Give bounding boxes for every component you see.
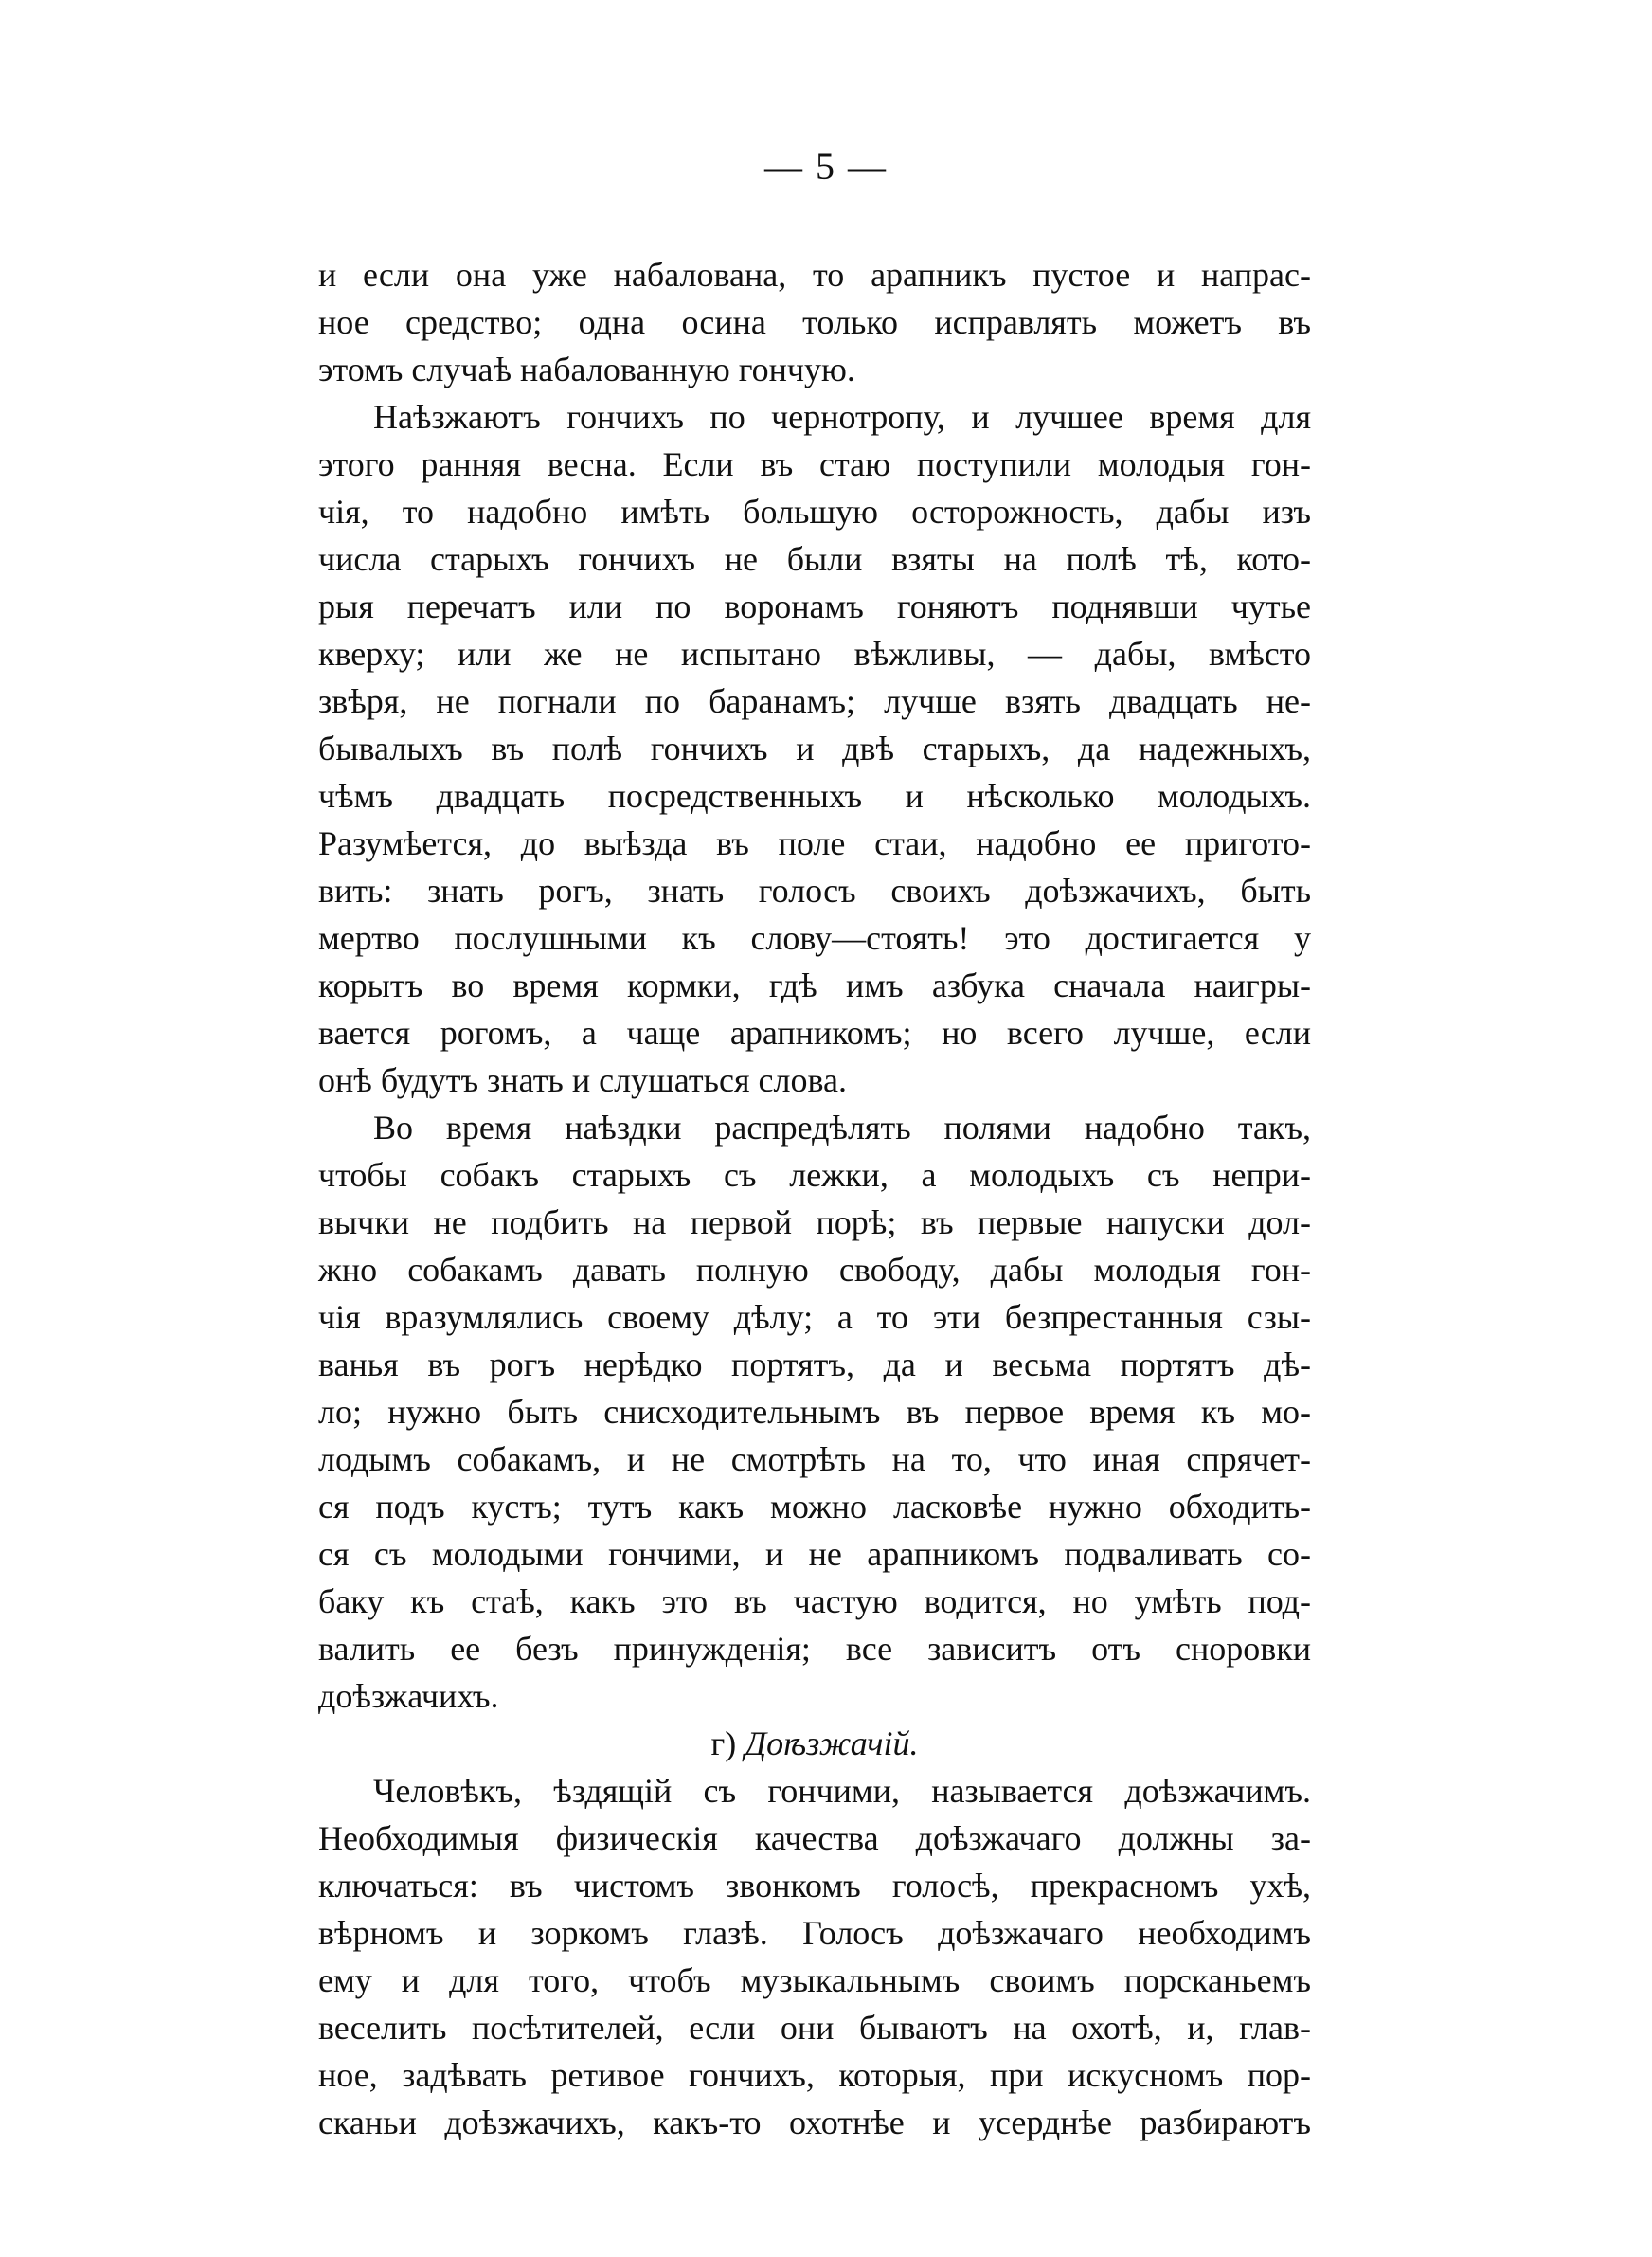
text-line: звѣря, не погнали по баранамъ; лучше взять двадцать не- [318,682,1311,720]
text-line: ное, задѣвать ретивое гончихъ, которыя, при искусномъ пор- [318,2056,1311,2094]
text-line: жно собакамъ давать полную свободу, дабы молодыя гон- [318,1251,1311,1289]
section-heading-label: г) [710,1724,737,1762]
paragraph [318,1767,1311,2146]
paragraph [318,1104,1311,1720]
text-line: ванья въ рогъ нерѣдко портятъ, да и весьма портятъ дѣ- [318,1345,1311,1383]
text-line: корытъ во время кормки, гдѣ имъ азбука сначала наигры- [318,966,1311,1004]
text-line: ся подъ кустъ; тутъ какъ можно ласковѣе нужно обходить- [318,1488,1311,1526]
text-line: ключаться: въ чистомъ звонкомъ голосѣ, прекрасномъ ухѣ, [318,1867,1311,1905]
text-line: и если она уже набалована, то арапникъ пустое и напрас- [318,256,1311,294]
text-line: вить: знать рогъ, знать голосъ своихъ доѣзжачихъ, быть [318,872,1311,910]
text-line: Разумѣется, до выѣзда въ поле стаи, надобно ее пригото- [318,824,1311,862]
text-line: вѣрномъ и зоркомъ глазѣ. Голосъ доѣзжачаго необходимъ [318,1914,1311,1952]
text-line: ся съ молодыми гончими, и не арапникомъ подваливать со- [318,1535,1311,1573]
text-line: ное средство; одна осина только исправлять можетъ въ [318,303,1311,341]
text-line: Необходимыя физическія качества доѣзжачаго должны за- [318,1819,1311,1857]
text-line: веселить посѣтителей, если они бываютъ на охотѣ, и, глав- [318,2009,1311,2047]
text-line: баку къ стаѣ, какъ это въ частую водится, но умѣть под- [318,1582,1311,1620]
page-number: — 5 — [764,145,888,188]
text-line: чѣмъ двадцать посредственныхъ и нѣсколько молодыхъ. [318,777,1311,815]
text-line: вычки не подбить на первой порѣ; въ первые напуски дол- [318,1203,1311,1241]
section-heading-title: Доѣзжачій. [745,1724,919,1762]
text-line: бывалыхъ въ полѣ гончихъ и двѣ старыхъ, да надежныхъ, [318,730,1311,767]
text-line: валить ее безъ принужденія; все зависитъ отъ сноровки [318,1630,1311,1668]
text-line: кверху; или же не испытано вѣжливы, — дабы, вмѣсто [318,635,1311,673]
paragraphs-after-heading [318,1767,1311,2146]
paragraph [318,251,1311,393]
text-line: числа старыхъ гончихъ не были взяты на полѣ тѣ, кото- [318,540,1311,578]
text-line: Человѣкъ, ѣздящій съ гончими, называется доѣзжачимъ. [373,1772,1311,1810]
text-line: чія, то надобно имѣть большую осторожность, дабы изъ [318,493,1311,531]
text-line: ло; нужно быть снисходительнымъ въ первое время къ мо- [318,1393,1311,1431]
text-line: ему и для того, чтобъ музыкальнымъ своимъ порсканьемъ [318,1961,1311,1999]
text-line: Наѣзжаютъ гончихъ по чернотропу, и лучшее время для [373,398,1311,436]
text-line: онѣ будутъ знать и слушаться слова. [318,1061,847,1099]
text-line: лодымъ собакамъ, и не смотрѣть на то, что иная спрячет- [318,1440,1311,1478]
text-line: мертво послушными къ слову—стоять! это достигается у [318,919,1311,957]
paragraphs-before-heading [318,251,1311,1720]
paragraph [318,393,1311,1104]
text-line: вается рогомъ, а чаще арапникомъ; но всего лучше, если [318,1014,1311,1052]
text-line: рыя перечатъ или по воронамъ гоняютъ поднявши чутье [318,587,1311,625]
text-line: чтобы собакъ старыхъ съ лежки, а молодыхъ съ непри- [318,1156,1311,1194]
body-text [318,251,1311,2146]
text-line: сканьи доѣзжачихъ, какъ-то охотнѣе и усерднѣе разбираютъ [318,2104,1311,2141]
section-heading [318,1720,1311,1767]
text-line: чія вразумлялись своему дѣлу; а то эти безпрестанныя сзы- [318,1298,1311,1336]
text-line: этомъ случаѣ набалованную гончую. [318,351,855,388]
text-line: этого ранняя весна. Если въ стаю поступили молодыя гон- [318,445,1311,483]
text-line: доѣзжачихъ. [318,1677,499,1715]
text-line: Во время наѣздки распредѣлять полями надобно такъ, [373,1109,1311,1147]
